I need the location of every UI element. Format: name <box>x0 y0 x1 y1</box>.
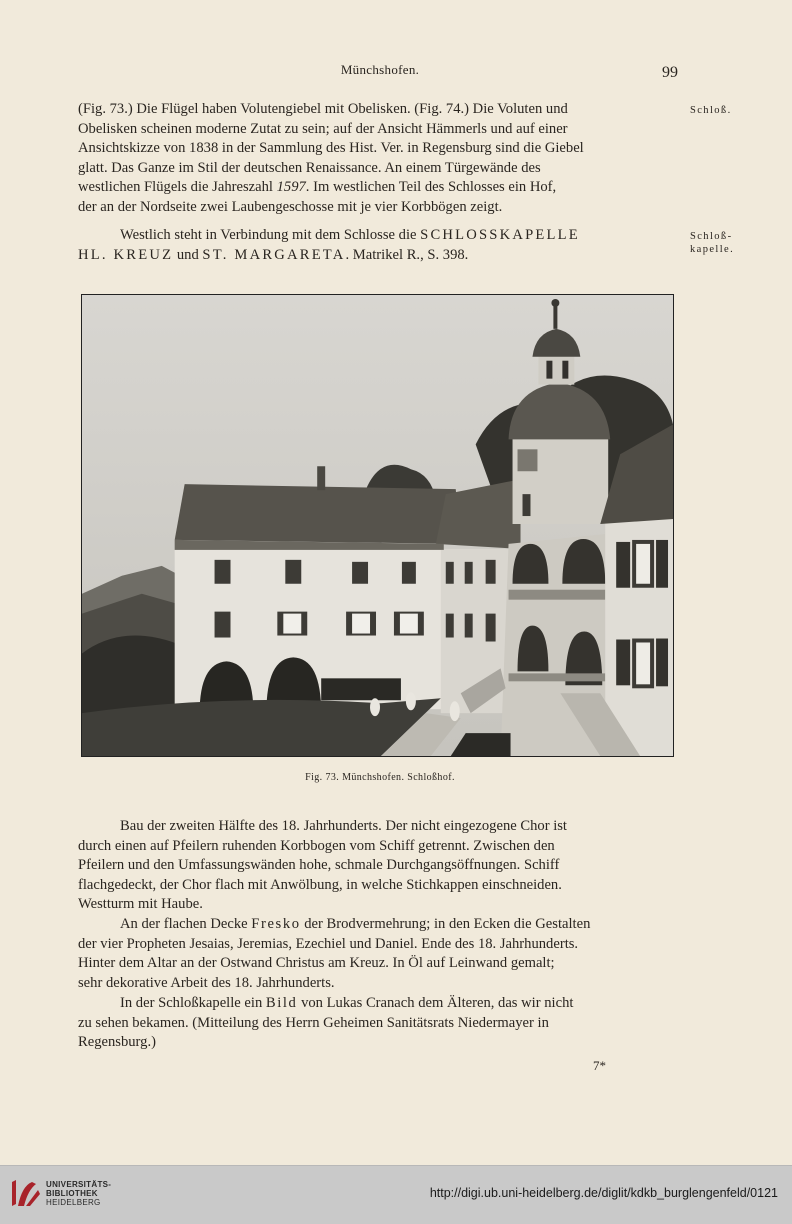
text-line: In der Schloßkapelle ein Bild von Lukas Cranach dem Älteren, das wir nicht <box>120 995 574 1011</box>
text-line: durch einen auf Pfeilern ruhenden Korbbogen vom Schiff getrennt. Zwischen den <box>78 837 555 854</box>
text-line: (Fig. 73.) Die Flügel haben Volutengiebel mit Obelisken. (Fig. 74.) Die Voluten und <box>78 101 568 117</box>
text-line: Bau der zweiten Hälfte des 18. Jahrhunderts. Der nicht eingezogene Chor ist <box>120 818 567 834</box>
paragraph-schloss <box>78 100 678 218</box>
text-line: Ansichtskizze von 1838 in der Sammlung des Hist. Ver. in Regensburg sind die Giebel <box>78 140 584 157</box>
signature-mark: 7* <box>593 1058 606 1073</box>
text-line: HL. KREUZ und ST. MARGARETA. Matrikel R., S. 398. <box>78 246 469 263</box>
text-line: der an der Nordseite zwei Laubengeschosse mit je vier Korbbögen zeigt. <box>78 198 503 215</box>
keyword-bild: Bild <box>265 995 298 1011</box>
paragraph-fresko <box>78 915 678 993</box>
library-name-line: HEIDELBERG <box>46 1198 101 1207</box>
margin-note-schlosskapelle <box>690 230 734 256</box>
text-line: flachgedeckt, der Chor flach mit Anwölbung, in welche Stichkappen einschneiden. <box>78 876 562 893</box>
page-number: 99 <box>662 64 678 81</box>
library-name <box>46 1180 111 1207</box>
text-line: zu sehen bekamen. (Mitteilung des Herrn Geheimen Sanitätsrats Niedermayer in <box>78 1014 549 1031</box>
library-name-line: UNIVERSITÄTS- <box>46 1180 112 1189</box>
paragraph-bau <box>78 817 678 915</box>
text-line: sehr dekorative Arbeit des 18. Jahrhunderts. <box>78 974 335 991</box>
paragraph-bild <box>78 994 678 1053</box>
year-italic: 1597 <box>276 179 306 196</box>
text-line: der vier Propheten Jesaias, Jeremias, Ezechiel und Daniel. Ende des 18. Jahrhunderts. <box>78 935 579 952</box>
text-line: An der flachen Decke Fresko der Brodvermehrung; in den Ecken die Gestalten <box>120 916 591 932</box>
text-line: Obelisken scheinen moderne Zutat zu sein; auf der Ansicht Hämmerls und auf einer <box>78 120 568 137</box>
margin-note-line: Schloß- <box>690 231 733 242</box>
permalink-url[interactable]: http://digi.ub.uni-heidelberg.de/diglit/kdkb_burglengenfeld/0121 <box>429 1186 778 1200</box>
heading-hl-kreuz: HL. KREUZ <box>78 246 174 263</box>
photo-illustration <box>82 295 673 756</box>
library-logo-icon <box>8 1176 42 1210</box>
text-line: Westlich steht in Verbindung mit dem Schlosse die SCHLOSSKAPELLE <box>120 227 580 243</box>
text-line: Regensburg.) <box>78 1034 156 1051</box>
library-footer <box>0 1165 792 1224</box>
text-line: Hinter dem Altar an der Ostwand Christus am Kreuz. In Öl auf Leinwand gemalt; <box>78 955 555 972</box>
text-line: glatt. Das Ganze im Stil der deutschen Renaissance. An einem Türgewände des <box>78 159 541 176</box>
paragraph-schlosskapelle <box>78 226 678 265</box>
library-name-line: BIBLIOTHEK <box>46 1189 98 1198</box>
text-line: Pfeilern und den Umfassungswänden hohe, schmale Durchgangsöffnungen. Schiff <box>78 857 560 874</box>
text-line: Westturm mit Haube. <box>78 896 203 913</box>
margin-note-line: kapelle. <box>690 244 735 255</box>
running-head: Münchshofen. <box>340 62 420 77</box>
text-line: westlichen Flügels die Jahreszahl 1597. Im westlichen Teil des Schlosses ein Hof, <box>78 179 557 196</box>
figure-schlosshof-photo <box>81 294 674 757</box>
heading-schlosskapelle: SCHLOSSKAPELLE <box>420 227 580 243</box>
figure-caption: Fig. 73. Münchshofen. Schloßhof. <box>305 772 455 783</box>
heading-st-margareta: ST. MARGARETA <box>202 246 346 263</box>
margin-note-schloss: Schloß. <box>690 105 732 116</box>
keyword-fresko: Fresko <box>251 916 301 932</box>
